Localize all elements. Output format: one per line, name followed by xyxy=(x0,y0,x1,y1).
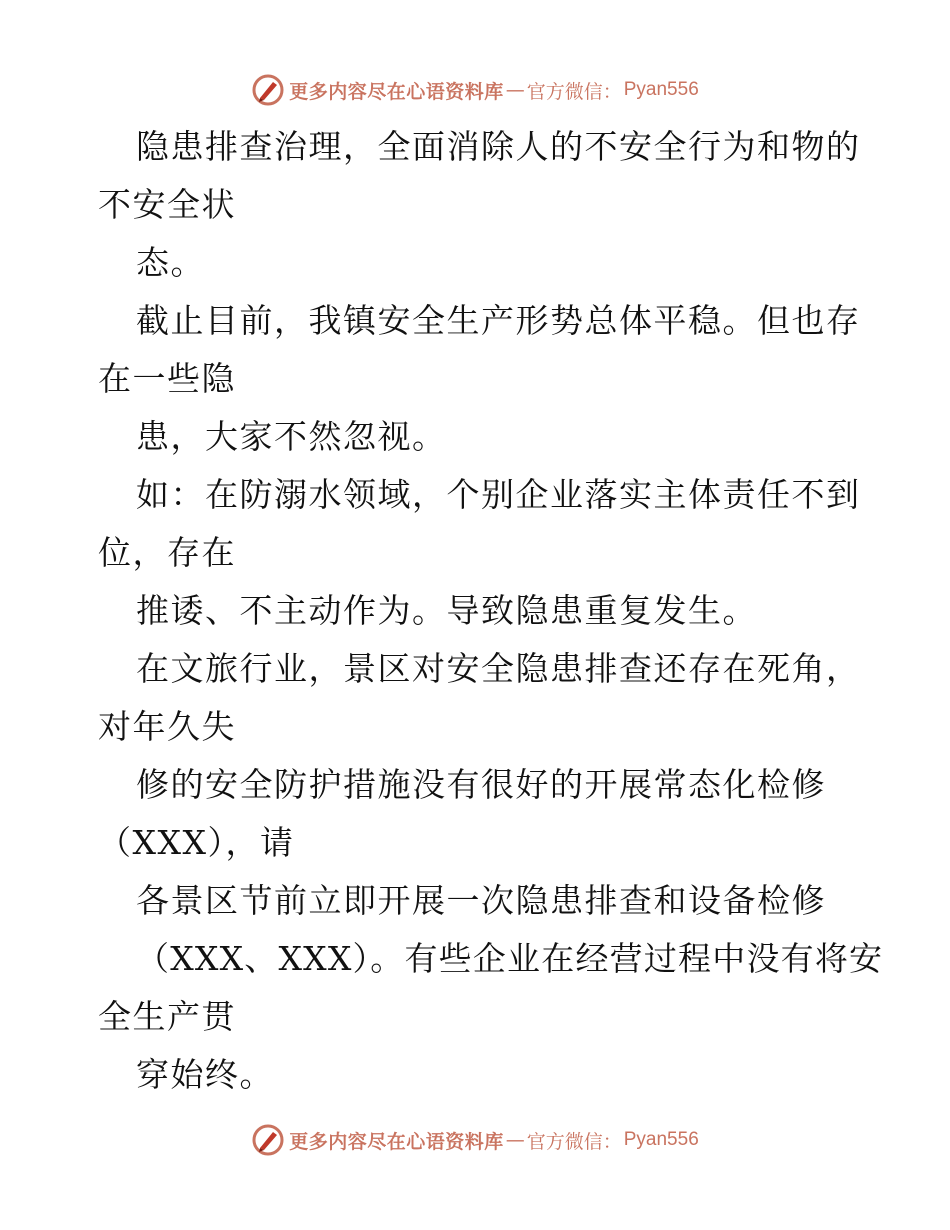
watermark-official: 官方微信： xyxy=(526,80,622,103)
text-line: 隐患排查治理，全面消除人的不安全行为和物的 xyxy=(136,127,861,166)
text-line: （XXX），请 xyxy=(98,823,295,862)
footer-watermark xyxy=(0,1122,950,1158)
pen-logo-icon xyxy=(251,73,285,107)
text-line: 患，大家不然忽视。 xyxy=(136,417,447,456)
watermark-official: 官方微信： xyxy=(526,1130,622,1153)
text-line: 态。 xyxy=(136,243,205,282)
text-line: 各景区节前立即开展一次隐患排查和设备检修 xyxy=(136,881,826,920)
text-line: 修的安全防护措施没有很好的开展常态化检修 xyxy=(136,765,826,804)
body-text xyxy=(98,118,884,1104)
text-line: 对年久失 xyxy=(98,707,236,746)
watermark-account: Pyan556 xyxy=(623,1129,699,1150)
pen-logo-icon xyxy=(251,1123,285,1157)
text-line: 穿始终。 xyxy=(136,1055,274,1094)
text-line: 位，存在 xyxy=(98,533,236,572)
watermark-separator: — xyxy=(505,79,525,101)
text-line: （XXX、XXX）。有些企业在经营过程中没有将安 xyxy=(136,939,884,978)
header-watermark xyxy=(0,72,950,108)
text-line: 在文旅行业，景区对安全隐患排查还存在死角， xyxy=(136,649,861,688)
text-line: 如：在防溺水领域，个别企业落实主体责任不到 xyxy=(136,475,861,514)
watermark-brand: 更多内容尽在心语资料库 xyxy=(289,80,504,103)
watermark-account: Pyan556 xyxy=(623,79,699,100)
watermark-separator: — xyxy=(505,1129,525,1151)
text-line: 在一些隐 xyxy=(98,359,236,398)
text-line: 推诿、不主动作为。导致隐患重复发生。 xyxy=(136,591,757,630)
text-line: 全生产贯 xyxy=(98,997,236,1036)
text-line: 截止目前，我镇安全生产形势总体平稳。但也存 xyxy=(136,301,861,340)
text-line: 不安全状 xyxy=(98,185,236,224)
watermark-brand: 更多内容尽在心语资料库 xyxy=(289,1130,504,1153)
